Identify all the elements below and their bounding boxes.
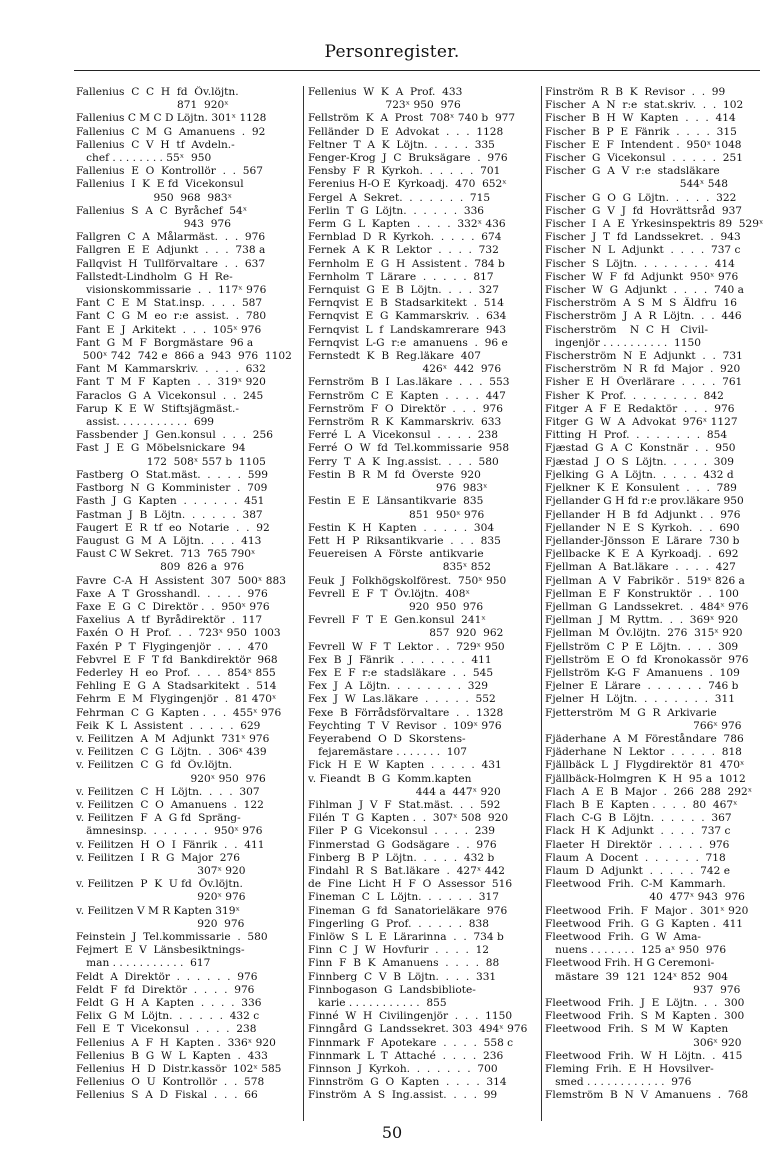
register-entry: Fleetwood Frih. C-M Kammarh. — [545, 878, 726, 891]
register-entry: Fallenius C M G Amanuens . 92 — [76, 125, 266, 138]
register-entry: v. Feilitzen V M R Kapten 319ˣ — [76, 904, 240, 917]
register-entry: Fischer I A E Yrkesinspektris 89 529ˣ — [545, 218, 764, 231]
register-entry: Fick H E W Kapten . . . . . 431 — [308, 759, 502, 772]
register-entry: Feik K L Assistent . . . . . 629 — [76, 719, 261, 732]
register-entry: Fallenius E O Kontrollör . . 567 — [76, 165, 263, 178]
register-column-1 — [76, 86, 302, 1103]
register-entry: Finberg B P Löjtn. . . . . 432 b — [308, 851, 495, 864]
register-entry: Finnmark L T Attaché . . . . 236 — [308, 1049, 504, 1062]
register-entry: Fevrell F T E Gen.konsul 241ˣ — [308, 614, 486, 627]
register-entry: Finlöw S L E Lärarinna . . 734 b — [308, 931, 504, 943]
register-entry: Fassbender J Gen.konsul . . . 256 — [76, 429, 273, 442]
register-entry: Findahl R S Bat.läkare . 427ˣ 442 — [308, 864, 505, 877]
register-entry: 723ˣ 950 976 — [308, 99, 461, 112]
register-entry: Febvrel E F T fd Bankdirektör 968 — [76, 653, 278, 666]
register-entry: Fischer B H W Kapten . . . 414 — [545, 112, 736, 125]
register-entry: Fjäderhane N Lektor . . . . . 818 — [545, 746, 742, 759]
register-entry: Fjellander G H fd r:e prov.läkare 950 — [545, 495, 744, 508]
register-entry: Fant C G M eo r:e assist. . 780 — [76, 310, 267, 323]
register-entry: Felix G M Löjtn. . . . . . 432 c — [76, 1010, 260, 1023]
page-number: 50 — [381, 1123, 403, 1142]
register-entry: Finmerstad G Godsägare . . 976 — [308, 838, 497, 851]
register-entry: ämnesinsp. . . . . . . 950ˣ 976 — [76, 825, 263, 838]
register-entry: Faugert E R tf eo Notarie . . 92 — [76, 521, 270, 534]
register-entry: Faust C W Sekret. 713 765 790ˣ — [76, 548, 256, 561]
register-entry: Fineman G fd Sanatorieläkare 976 — [308, 904, 508, 917]
register-entry: Flach C-G B Löjtn. . . . . . 367 — [545, 812, 732, 825]
register-entry: Fjellman E F Konstruktör . . 100 — [545, 587, 739, 600]
register-entry: man . . . . . . . . . . . 617 — [76, 957, 211, 970]
register-entry: Fellenius B G W L Kapten . 433 — [76, 1049, 268, 1062]
register-entry: Flack H K Adjunkt . . . . 737 c — [545, 825, 731, 838]
register-entry: Fallenius S A C Byråchef 54ˣ — [76, 204, 248, 217]
register-entry: Fitger G W A Advokat 976ˣ 1127 — [545, 416, 738, 429]
register-entry: Fasth J G Kapten . . . . . . 451 — [76, 495, 265, 508]
register-entry: Fleetwood Frih. J E Löjtn. . . 300 — [545, 997, 745, 1010]
register-entry: Fingerling G Prof. . . . . . 838 — [308, 917, 489, 930]
register-entry: Flaeter H Direktör . . . . . 976 — [545, 838, 730, 851]
register-entry: Felländer D E Advokat . . . 1128 — [308, 125, 504, 138]
register-column-3 — [545, 86, 771, 1103]
register-entry: Finngård G Landssekret. 303 494ˣ 976 — [308, 1023, 528, 1036]
register-entry: Filén T G Kapten . . 307ˣ 508 920 — [308, 812, 509, 825]
register-entry: 920ˣ 950 976 — [76, 772, 266, 785]
register-column-2 — [308, 86, 534, 1103]
register-entry: Flach A E B Major . 266 288 292ˣ — [545, 785, 753, 798]
register-entry: Fjæstad G A C Konstnär . . 950 — [545, 442, 736, 455]
register-entry: 809 826 a 976 — [76, 561, 244, 574]
register-entry: Fastberg O Stat.mäst. . . . . 599 — [76, 468, 268, 481]
register-entry: Fernqvist E B Stadsarkitekt . 514 — [308, 297, 504, 310]
register-entry: Fernholm E G H Assistent . 784 b — [308, 257, 505, 270]
register-entry: 835ˣ 852 — [308, 561, 491, 574]
register-entry: Finné W H Civilingenjör . . . 1150 — [308, 1010, 513, 1023]
register-entry: Fex B J Fänrik . . . . . . . 411 — [308, 653, 492, 666]
register-entry: nuens . . . . . . . 125 aˣ 950 976 — [545, 944, 727, 957]
register-entry: 851 950ˣ 976 — [308, 508, 485, 521]
register-entry: v. Feilitzen F A G fd Spräng- — [76, 812, 241, 825]
register-entry: Fernqvist L-G r:e amanuens . 96 e — [308, 336, 508, 349]
register-entry: Fleetwood Frih. G W Ama- — [545, 931, 702, 943]
register-entry: 943 976 — [76, 218, 231, 231]
register-entry: Fjellman G Landssekret. . 484ˣ 976 — [545, 600, 749, 613]
register-entry: smed . . . . . . . . . . . . 976 — [545, 1076, 692, 1089]
register-entry: v. Feilitzen C G fd Öv.löjtn. — [76, 759, 233, 772]
register-entry: Fernblad D R Kyrkoh. . . . . 674 — [308, 231, 502, 244]
register-entry: Fleetwood Frih. F Major . 301ˣ 920 — [545, 904, 749, 917]
register-entry: Fallgren C A Målarmäst. . . 976 — [76, 231, 266, 244]
register-entry: Fjellman M Öv.löjtn. 276 315ˣ 920 — [545, 627, 743, 640]
register-entry: Fevrell E F T Öv.löjtn. 408ˣ — [308, 587, 470, 600]
register-entry: Fjällbäck L J Flygdirektör 81 470ˣ — [545, 759, 745, 772]
register-entry: Fallstedt-Lindholm G H Re- — [76, 270, 233, 283]
register-entry: Fast J E G Möbelsnickare 94 — [76, 442, 246, 455]
register-entry: Fehrm E M Flygingenjör . 81 470ˣ — [76, 693, 277, 706]
register-entry: Fellenius H D Distr.kassör 102ˣ 585 — [76, 1063, 282, 1076]
register-entry: Fischer S Löjtn. . . . . . . . 414 — [545, 257, 735, 270]
register-entry: 920ˣ 976 — [76, 891, 246, 904]
register-entry: Fihlman J V F Stat.mäst. . . 592 — [308, 798, 501, 811]
register-entry: Fitting H Prof. . . . . . . . 854 — [545, 429, 728, 442]
register-entry: Fjæstad J O S Löjtn. . . . . 309 — [545, 455, 735, 468]
register-entry: Fernström C E Kapten . . . . 447 — [308, 389, 506, 402]
register-entry: Fallenius C V H tf Avdeln.- — [76, 138, 235, 151]
register-entry: Ferlin T G Löjtn. . . . . . 336 — [308, 204, 485, 217]
register-entry: Fernholm T Lärare . . . . . 817 — [308, 270, 494, 283]
register-entry: Fischerström N C H Civil- — [545, 323, 708, 336]
register-entry: Ferré O W fd Tel.kommissarie 958 — [308, 442, 510, 455]
register-entry: Fejmert E V Länsbesiktnings- — [76, 944, 245, 957]
register-entry: Fernström R K Kammarskriv. 633 — [308, 416, 502, 429]
register-entry: Finström R B K Revisor . . 99 — [545, 86, 726, 98]
register-entry: Fleetwood Frih. H G Ceremoni- — [545, 957, 715, 970]
register-entry: Fjäderhane A M Föreståndare 786 — [545, 732, 744, 745]
register-entry: v. Feilitzen A M Adjunkt 731ˣ 976 — [76, 732, 270, 745]
register-entry: Faugust G M A Löjtn. . . . 413 — [76, 534, 262, 547]
register-entry: 920 976 — [76, 917, 245, 930]
register-entry: Fischer J T fd Landssekret. . 943 — [545, 231, 741, 244]
register-entry: Fisher K Prof. . . . . . . . 842 — [545, 389, 724, 402]
register-entry: Fevrell W F T Lektor . . 729ˣ 950 — [308, 640, 505, 653]
register-entry: Fergel A Sekret. . . . . . . 715 — [308, 191, 491, 204]
register-entry: Fischerström N R fd Major . 920 — [545, 363, 741, 376]
register-entry: Fant G M F Borgmästare 96 a — [76, 336, 254, 349]
register-entry: Feldt F fd Direktör . . . . 976 — [76, 983, 255, 996]
register-entry: 307ˣ 920 — [76, 864, 246, 877]
register-entry: Fjellander H B fd Adjunkt . . 976 — [545, 508, 741, 521]
register-entry: Fjelkner K E Konsulent . . . 789 — [545, 482, 737, 495]
register-entry: Faxén P T Flygingenjör . . . 470 — [76, 640, 268, 653]
register-entry: Ferenius H-O E Kyrkoadj. 470 652ˣ — [308, 178, 507, 191]
register-entry: Fernqvist E G Kammarskriv. . 634 — [308, 310, 507, 323]
register-entry: karie . . . . . . . . . . . 855 — [308, 997, 447, 1010]
register-entry: Fallgren E E Adjunkt . . . 738 a — [76, 244, 266, 257]
register-entry: Fjellström K-G F Amanuens . 109 — [545, 666, 740, 679]
register-entry: Finnbogason G Landsbibliote- — [308, 983, 476, 996]
register-entry: Finnberg C V B Löjtn. . . . 331 — [308, 970, 497, 983]
register-entry: 871 920ˣ — [76, 99, 229, 112]
register-entry: Fischer B P E Fänrik . . . . 315 — [545, 125, 737, 138]
register-entry: 937 976 — [545, 983, 741, 996]
register-entry: Fex E F r:e stadsläkare . . 545 — [308, 666, 494, 679]
register-entry: Feychting T V Revisor . 109ˣ 976 — [308, 719, 502, 732]
register-entry: Fischer W G Adjunkt . . . . 740 a — [545, 284, 744, 297]
register-entry: 172 508ˣ 557 b 1105 — [76, 455, 266, 468]
register-entry: Faxelius A tf Byrådirektör . 117 — [76, 614, 263, 627]
register-entry: visionskommissarie . . 117ˣ 976 — [76, 284, 267, 297]
register-entry: 857 920 962 — [308, 627, 504, 640]
register-entry: Fischer A N r:e stat.skriv. . . 102 — [545, 99, 744, 112]
column-divider — [541, 86, 542, 1121]
register-entry: Fjällbäck-Holmgren K H 95 a 1012 — [545, 772, 746, 785]
register-entry: Fellenius A F H Kapten . 336ˣ 920 — [76, 1036, 276, 1049]
register-entry: Fjelking G A Löjtn. . . . . 432 d — [545, 468, 734, 481]
register-entry: Flaum A Docent . . . . . . 718 — [545, 851, 726, 864]
register-entry: Fant T M F Kapten . . 319ˣ 920 — [76, 376, 266, 389]
page-title: Personregister. — [324, 42, 460, 62]
register-entry: Fjellström C P E Löjtn. . . . 309 — [545, 640, 739, 653]
register-entry: Fastman J B Löjtn. . . . . . 387 — [76, 508, 263, 521]
register-entry: Finn F B K Amanuens . . . . 88 — [308, 957, 500, 970]
column-divider — [303, 86, 304, 1121]
register-entry: 426ˣ 442 976 — [308, 363, 502, 376]
register-entry: Fex J W Las.läkare . . . . . 552 — [308, 693, 496, 706]
register-entry: Faxén O H Prof. . . 723ˣ 950 1003 — [76, 627, 281, 640]
register-entry: Fjellman A Bat.läkare . . . . 427 — [545, 561, 736, 574]
register-entry: Finnström G O Kapten . . . . 314 — [308, 1076, 507, 1089]
register-entry: Fant M Kammarskriv. . . . . 632 — [76, 363, 266, 376]
register-entry: Flaum D Adjunkt . . . . . 742 e — [545, 864, 731, 877]
register-entry: Fjellman J M Ryttm. . . 369ˣ 920 — [545, 614, 739, 627]
register-entry: Fallenius I K E fd Vicekonsul — [76, 178, 244, 191]
register-entry: Fischerström J A R Löjtn. . . 446 — [545, 310, 742, 323]
register-entry: mästare 39 121 124ˣ 852 904 — [545, 970, 728, 983]
register-entry: 976 983ˣ — [308, 482, 488, 495]
register-entry: Fjelner E Lärare . . . . . . 746 b — [545, 680, 739, 693]
register-entry: Fischer G Vicekonsul . . . . . 251 — [545, 152, 743, 165]
register-entry: Festin E E Länsantikvarie 835 — [308, 495, 484, 508]
register-entry: ingenjör . . . . . . . . . . 1150 — [545, 336, 701, 349]
register-entry: Ferm G L Kapten . . . . 332ˣ 436 — [308, 218, 506, 231]
register-entry: Fleetwood Frih. W H Löjtn. . 415 — [545, 1049, 743, 1062]
register-entry: Finnmark F Apotekare . . . . 558 c — [308, 1036, 514, 1049]
register-entry: Fastborg N G Komminister . 709 — [76, 482, 268, 495]
register-entry: Favre C-A H Assistent 307 500ˣ 883 — [76, 574, 286, 587]
register-entry: Fant C E M Stat.insp. . . . 587 — [76, 297, 263, 310]
register-entry: Fehrman C G Kapten . . . 455ˣ 976 — [76, 706, 282, 719]
register-entry: 766ˣ 976 — [545, 719, 742, 732]
register-entry: chef . . . . . . . . 55ˣ 950 — [76, 152, 212, 165]
register-entry: Fjelner H Löjtn. . . . . . . . 311 — [545, 693, 735, 706]
register-entry: v. Fieandt B G Komm.kapten — [308, 772, 472, 785]
register-entry: 920 950 976 — [308, 600, 484, 613]
register-entry: Fell E T Vicekonsul . . . . 238 — [76, 1023, 257, 1036]
register-entry: Faxe E G C Direktör . . 950ˣ 976 — [76, 600, 270, 613]
register-entry: Fernquist G E B Löjtn. . . . 327 — [308, 284, 499, 297]
register-entry: Fallqvist H Tullförvaltare . . 637 — [76, 257, 266, 270]
register-entry: Fischerström N E Adjunkt . . 731 — [545, 350, 743, 363]
register-entry: Fjetterström M G R Arkivarie — [545, 706, 717, 719]
register-entry: Fischer G O G Löjtn. . . . . 322 — [545, 191, 737, 204]
register-entry: Farup K E W Stiftsjägmäst.- — [76, 402, 239, 415]
register-entry: 500ˣ 742 742 e 866 a 943 976 1102 — [76, 350, 292, 363]
register-entry: 306ˣ 920 — [545, 1036, 742, 1049]
register-entry: fejaremästare . . . . . . . 107 — [308, 746, 468, 759]
register-entry: Feltner T A K Löjtn. . . . . 335 — [308, 138, 495, 151]
register-entry: Festin K H Kapten . . . . . 304 — [308, 521, 495, 534]
register-entry: Flemström B N V Amanuens . 768 — [545, 1089, 749, 1102]
register-entry: v. Feilitzen C H Löjtn. . . . 307 — [76, 785, 260, 798]
register-entry: 444 a 447ˣ 920 — [308, 785, 501, 798]
register-entry: Fischer W F fd Adjunkt 950ˣ 976 — [545, 270, 739, 283]
register-entry: Fleming Frih. E H Hovsilver- — [545, 1063, 714, 1076]
register-entry: de Fine Licht H F O Assessor 516 — [308, 878, 513, 891]
register-entry: assist. . . . . . . . . . . 699 — [76, 416, 215, 429]
register-entry: Flach B E Kapten . . . . 80 467ˣ — [545, 798, 738, 811]
register-entry: Filer P G Vicekonsul . . . . 239 — [308, 825, 495, 838]
register-entry: Fellenius S A D Fiskal . . . 66 — [76, 1089, 258, 1102]
register-entry: 544ˣ 548 — [545, 178, 728, 191]
register-entry: Ferré L A Vicekonsul . . . . 238 — [308, 429, 499, 442]
register-entry: Fjellbacke K E A Kyrkoadj. . 692 — [545, 548, 739, 561]
register-entry: Fant E J Arkitekt . . . 105ˣ 976 — [76, 323, 262, 336]
register-entry: Fleetwood Frih. G G Kapten . 411 — [545, 917, 744, 930]
register-entry: Finnson J Kyrkoh. . . . . . . 700 — [308, 1063, 498, 1076]
register-entry: Festin B R M fd Överste 920 — [308, 468, 481, 481]
register-entry: Ferry T A K Ing.assist. . . . 580 — [308, 455, 499, 468]
register-entry: Fernek A K R Lektor . . . . 732 — [308, 244, 499, 257]
register-entry: Fellenius O U Kontrollör . . 578 — [76, 1076, 265, 1089]
register-entry: Fensby F R Kyrkoh. . . . . . 701 — [308, 165, 501, 178]
register-entry: Fjellander-Jönsson E Lärare 730 b — [545, 534, 740, 547]
register-entry: Fexe B Förrådsförvaltare . . 1328 — [308, 706, 504, 719]
register-entry: Feldt G H A Kapten . . . . 336 — [76, 997, 262, 1010]
register-entry: Federley H eo Prof. . . . 854ˣ 855 — [76, 666, 276, 679]
register-entry: Finn C J W Hovfurir . . . . 12 — [308, 944, 490, 957]
register-entry: Fineman C L Löjtn. . . . . . 317 — [308, 891, 499, 904]
register-entry: Fischer N L Adjunkt . . . . 737 c — [545, 244, 741, 257]
register-entry: v. Feilitzen P K U fd Öv.löjtn. — [76, 878, 243, 891]
register-entry: Fernqvist L f Landskamrerare 943 — [308, 323, 507, 336]
register-entry: Fleetwood Frih. S M W Kapten — [545, 1023, 729, 1036]
register-entry: v. Feilitzen H O I Fänrik . . 411 — [76, 838, 265, 851]
register-entry: Fernstedt K B Reg.läkare 407 — [308, 350, 481, 363]
register-entry: Fischerström A S M S Äldfru 16 — [545, 297, 737, 310]
register-entry: Feyerabend O D Skorstens- — [308, 732, 466, 745]
register-entry: Feuk J Folkhögskolförest. 750ˣ 950 — [308, 574, 507, 587]
register-entry: 950 968 983ˣ — [76, 191, 233, 204]
register-entry: Fischer E F Intendent . 950ˣ 1048 — [545, 138, 742, 151]
register-entry: Fjellström E O fd Kronokassör 976 — [545, 653, 749, 666]
register-entry: Feinstein J Tel.kommissarie . 580 — [76, 931, 268, 943]
register-entry: v. Feilitzen C G Löjtn. . 306ˣ 439 — [76, 746, 267, 759]
register-entry: Fallenius C M C D Löjtn. 301ˣ 1128 — [76, 112, 267, 125]
register-entry: Fjellman A V Fabrikör . 519ˣ 826 a — [545, 574, 745, 587]
register-entry: Faxe A T Grosshandl. . . . . 976 — [76, 587, 268, 600]
register-entry: Fernström F O Direktör . . . 976 — [308, 402, 503, 415]
register-entry: Fex J A Löjtn. . . . . . . . 329 — [308, 680, 488, 693]
register-entry: Feldt A Direktör . . . . . . 976 — [76, 970, 258, 983]
register-entry: Feuereisen A Förste antikvarie — [308, 548, 484, 561]
register-entry: Finström A S Ing.assist. . . . 99 — [308, 1089, 498, 1102]
register-entry: Fernström B I Las.läkare . . . 553 — [308, 376, 510, 389]
register-entry: Fellenius W K A Prof. 433 — [308, 86, 463, 98]
register-entry: Fjellander N E S Kyrkoh. . . 690 — [545, 521, 740, 534]
register-entry: Fitger A F E Redaktör . . . 976 — [545, 402, 735, 415]
register-entry: Fenger-Krog J C Bruksägare . 976 — [308, 152, 508, 165]
register-entry: 40 477ˣ 943 976 — [545, 891, 745, 904]
register-entry: Fisher E H Överlärare . . . . 761 — [545, 376, 743, 389]
register-entry: Fehling E G A Stadsarkitekt . 514 — [76, 680, 277, 693]
register-entry: Fischer G A V r:e stadsläkare — [545, 165, 720, 178]
register-entry: Faraclos G A Vicekonsul . . 245 — [76, 389, 264, 402]
register-entry: Fallenius C C H fd Öv.löjtn. — [76, 86, 239, 98]
register-entry: Fellström K A Prost 708ˣ 740 b 977 — [308, 112, 516, 125]
header-rule — [74, 70, 760, 71]
register-entry: Fischer G V J fd Hovrättsråd 937 — [545, 204, 743, 217]
register-entry: v. Feilitzen C O Amanuens . 122 — [76, 798, 264, 811]
register-entry: Fleetwood Frih. S M Kapten . 300 — [545, 1010, 745, 1023]
register-entry: v. Feilitzen I R G Major 276 — [76, 851, 241, 864]
register-entry: Fett H P Riksantikvarie . . . 835 — [308, 534, 501, 547]
